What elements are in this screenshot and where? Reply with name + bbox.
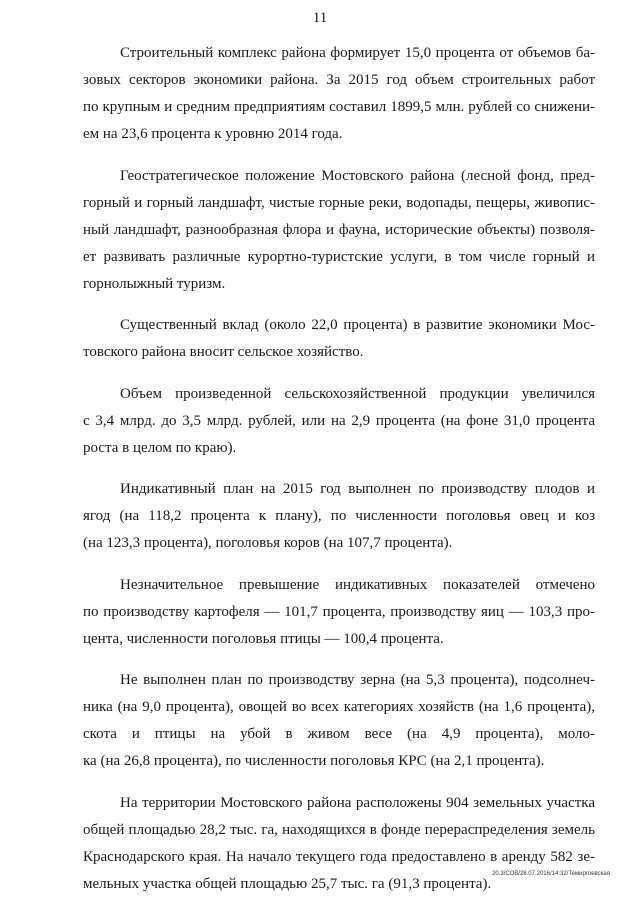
paragraph-agriculture-share (83, 312, 595, 366)
paragraph-plan-not-met (83, 667, 595, 775)
page-number: 11 (312, 10, 328, 26)
paragraph-land-plots (83, 790, 595, 898)
text-line: по крупным и средним предприятиям составил 1899,5 млн. рублей со снижени- (83, 99, 595, 115)
text-line: по производству картофеля — 101,7 процента, производству яиц — 103,3 про- (83, 603, 595, 620)
paragraph-indicative-plan (83, 476, 595, 557)
text-line: ный ландшафт, разнообразная флора и фауна, исторические объекты) позволя- (83, 221, 595, 238)
footer-stamp: 20.3/СОВ/28.07.2016/14:32/Темиргоевская (492, 871, 610, 877)
paragraph-construction (83, 40, 595, 148)
paragraph-slight-excess (83, 572, 595, 653)
text-line: ника (на 9,0 процента), овощей во всех категориях хозяйств (на 1,6 процента), (83, 699, 595, 715)
text-line: товского района вносит сельское хозяйство. (83, 344, 364, 360)
text-line: Не выполнен план по производству зерна (на 5,3 процента), подсолнеч- (120, 672, 595, 688)
text-line: ка (на 26,8 процента), по численности поголовья КРС (на 2,1 процента). (83, 753, 545, 769)
text-line: Геостратегическое положение Мостовского района (лесной фонд, пред- (120, 167, 595, 184)
text-line: Незначительное превышение индикативных показателей отмечено (120, 576, 595, 593)
paragraph-agri-output (83, 381, 595, 462)
text-line: горный и горный ландшафт, чистые горные реки, водопады, пещеры, живопис- (83, 194, 595, 211)
text-line: цента, численности поголовья птицы — 100,4 процента. (83, 630, 444, 647)
document-body (83, 40, 595, 912)
text-line: На территории Мостовского района расположены 904 земельных участка (120, 794, 595, 811)
text-line: роста в целом по краю). (83, 439, 237, 456)
text-line: Объем произведенной сельскохозяйственной продукции увеличился (120, 385, 595, 402)
text-line: с 3,4 млрд. до 3,5 млрд. рублей, или на 2,9 процента (на фоне 31,0 процента (83, 412, 595, 429)
text-line: ет развивать различные курортно-туристские услуги, в том числе горный и (83, 248, 595, 265)
text-line: зовых секторов экономики района. За 2015 год объем строительных работ (83, 72, 595, 88)
text-line: ем на 23,6 процента к уровню 2014 года. (83, 126, 343, 142)
text-line: общей площадью 28,2 тыс. га, находящихся в фонде перераспределения земель (83, 821, 595, 838)
text-line: Строительный комплекс района формирует 15,0 процента от объемов ба- (120, 45, 595, 61)
text-line: скота и птицы на убой в живом весе (на 4,9 процента), моло- (83, 726, 595, 742)
text-line: Индикативный план на 2015 год выполнен по производству плодов и (120, 481, 595, 497)
text-line: горнолыжный туризм. (83, 275, 226, 292)
text-line: Краснодарского края. На начало текущего года предоставлено в аренду 582 зе- (83, 848, 595, 865)
text-line: мельных участка общей площадью 25,7 тыс. га (91,3 процента). (83, 875, 492, 892)
text-line: Существенный вклад (около 22,0 процента) в развитие экономики Мос- (120, 317, 595, 333)
paragraph-geostrategic (83, 163, 595, 298)
text-line: ягод (на 118,2 процента к плану), по численности поголовья овец и коз (83, 508, 595, 524)
text-line: (на 123,3 процента), поголовья коров (на 107,7 процента). (83, 535, 453, 551)
